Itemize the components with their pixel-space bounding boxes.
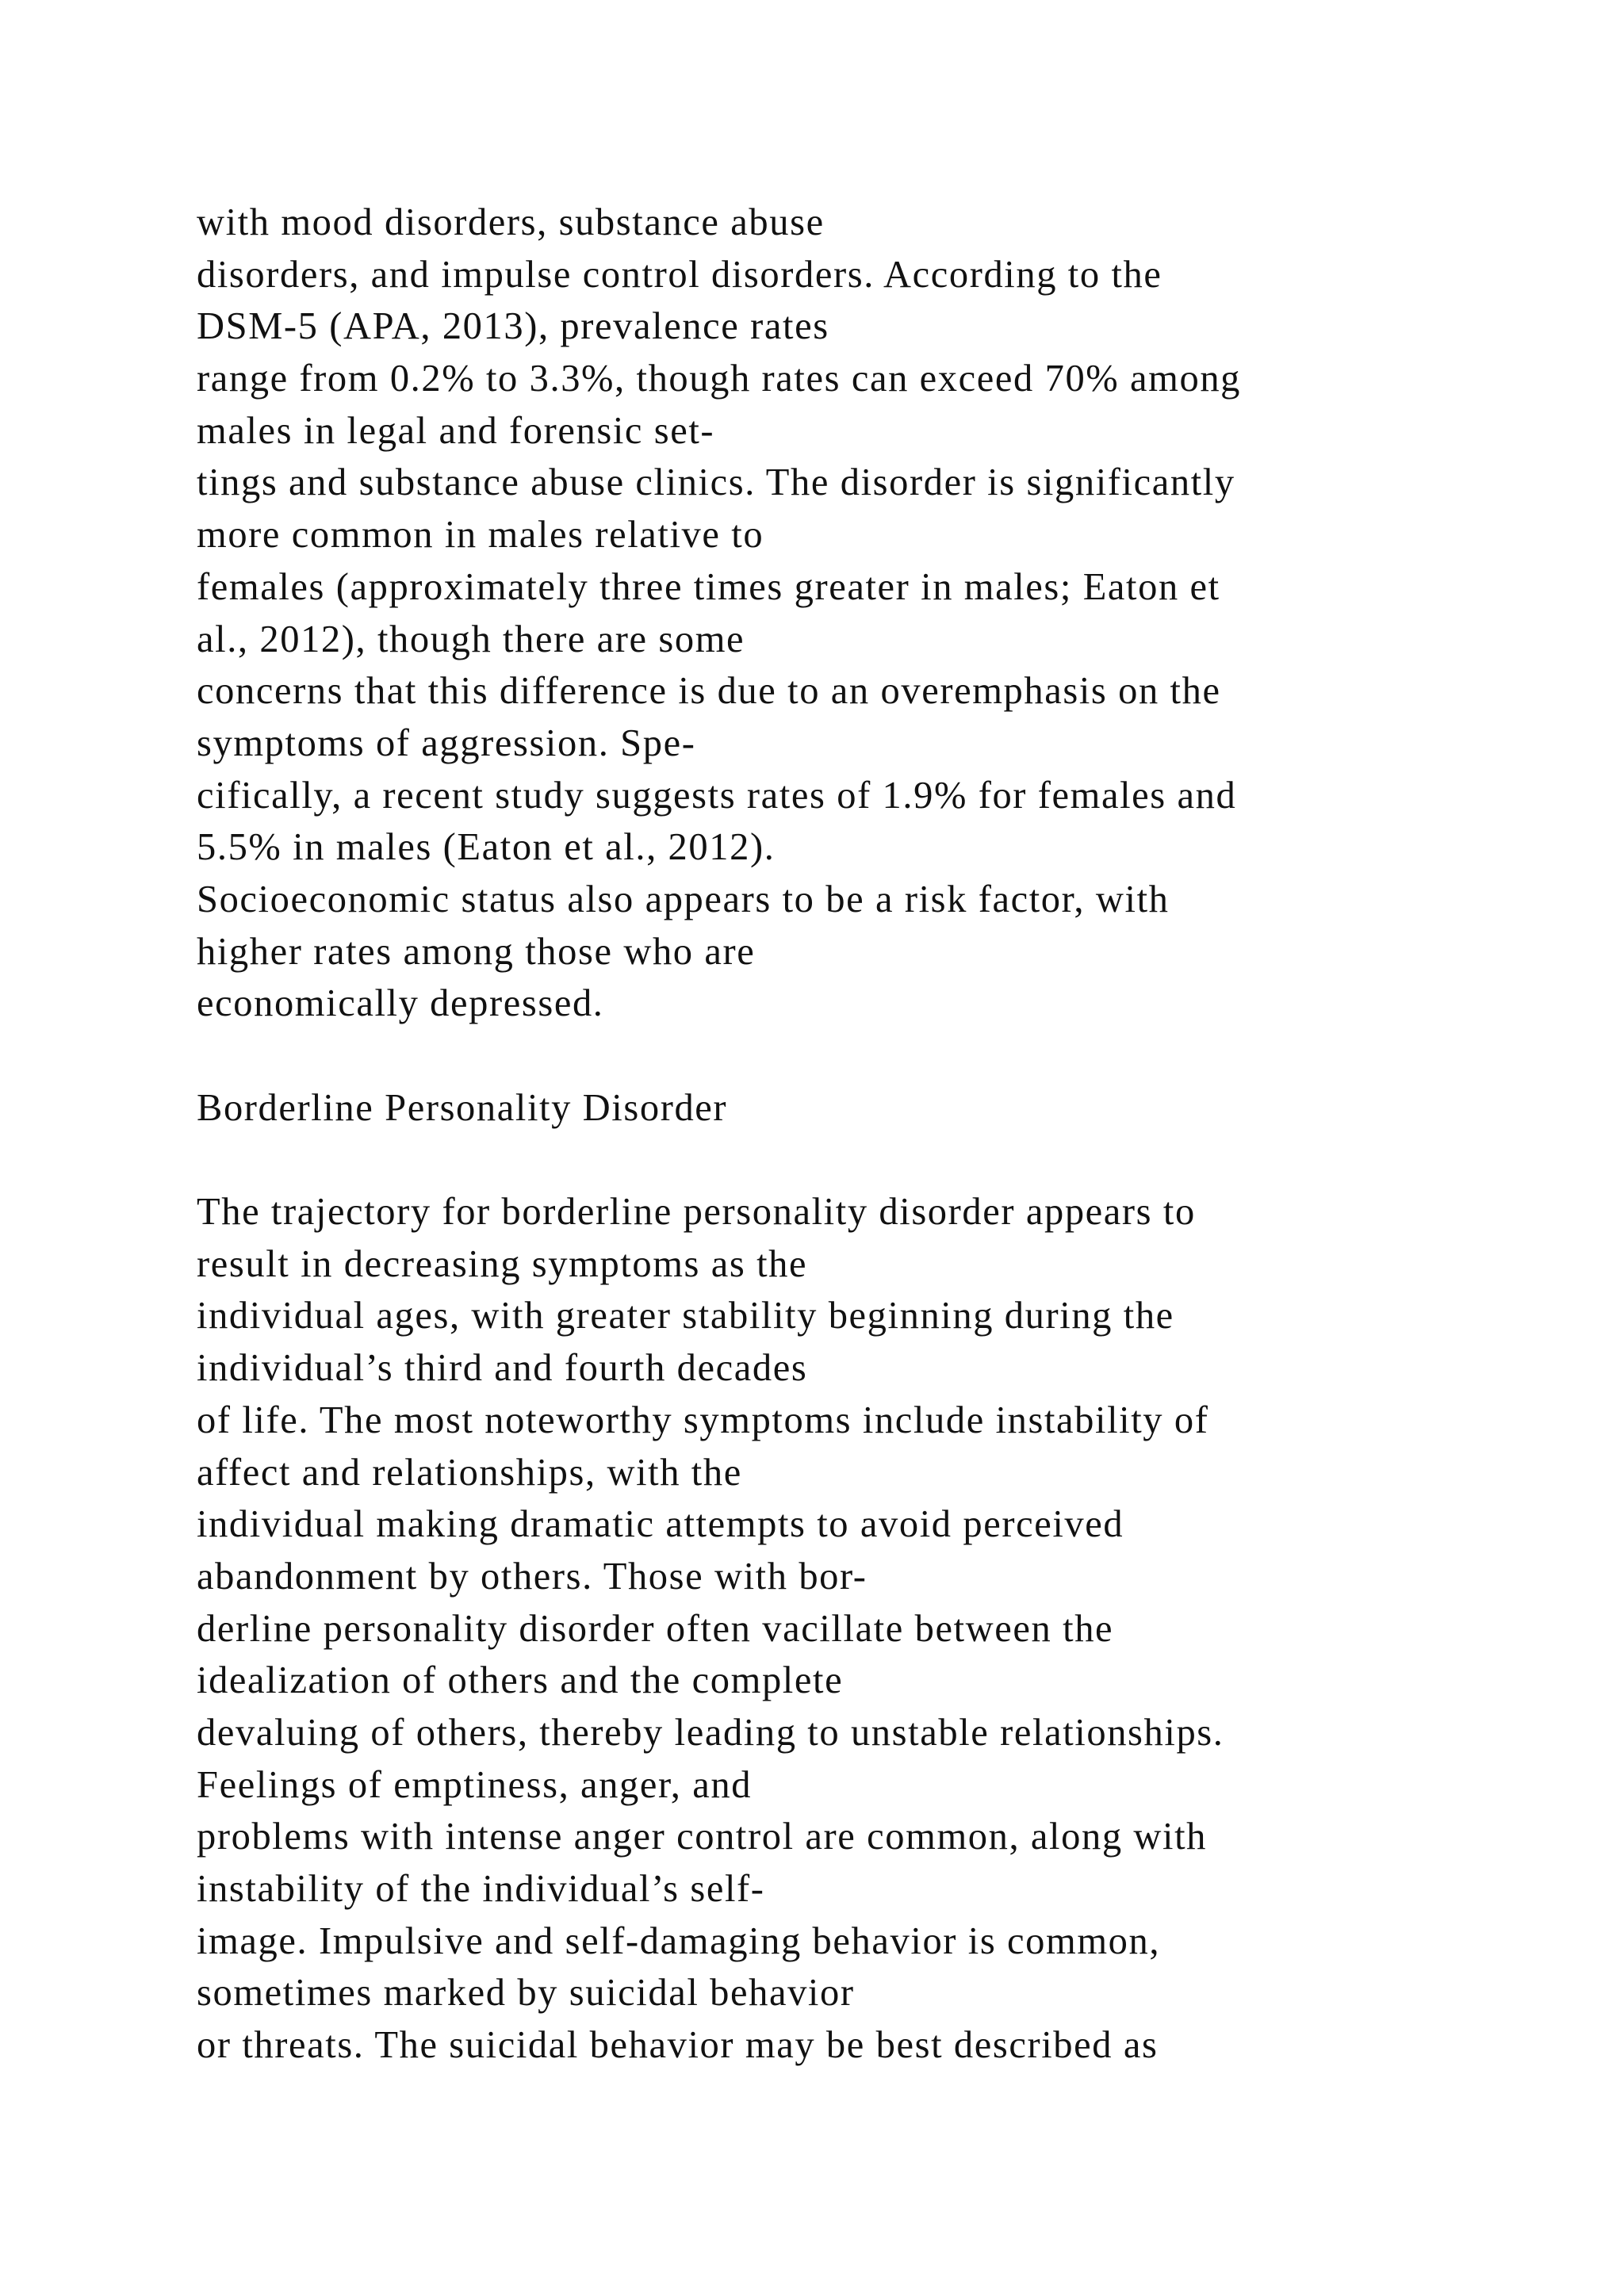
text-line: derline personality disorder often vacillate between the [197,1607,1114,1650]
text-line: abandonment by others. Those with bor- [197,1555,868,1598]
text-line: The trajectory for borderline personality disorder appears to [197,1191,1196,1234]
section-heading: Borderline Personality Disorder [197,1086,728,1129]
text-line: individual’s third and fourth decades [197,1347,808,1390]
text-line: or threats. The suicidal behavior may be best described as [197,2024,1159,2067]
text-line: range from 0.2% to 3.3%, though rates can exceed 70% among [197,358,1242,400]
text-line: sometimes marked by suicidal behavior [197,1972,855,2015]
text-line: cifically, a recent study suggests rates of 1.9% for females and [197,774,1237,817]
text-line: individual making dramatic attempts to avoid perceived [197,1503,1124,1546]
paragraph-borderline [197,1186,1481,2072]
text-line: more common in males relative to [197,514,764,557]
text-line: image. Impulsive and self-damaging behavior is common, [197,1919,1161,1962]
text-line: concerns that this difference is due to an overemphasis on the [197,670,1221,713]
text-line: females (approximately three times greater in males; Eaton et [197,565,1220,608]
text-line: individual ages, with greater stability beginning during the [197,1295,1174,1337]
text-line: devaluing of others, thereby leading to unstable relationships. [197,1711,1224,1754]
text-line: idealization of others and the complete [197,1659,844,1702]
blank-line [197,1134,1481,1186]
document-body [197,197,1481,2072]
text-line: problems with intense anger control are common, along with [197,1816,1208,1858]
text-line: higher rates among those who are [197,930,756,973]
text-line: result in decreasing symptoms as the [197,1242,808,1285]
text-line: economically depressed. [197,982,604,1025]
text-line: al., 2012), though there are some [197,618,745,660]
text-line: DSM-5 (APA, 2013), prevalence rates [197,305,829,348]
text-line: Feelings of emptiness, anger, and [197,1763,753,1806]
paragraph-prevalence [197,197,1481,1030]
text-line: tings and substance abuse clinics. The disorder is significantly [197,461,1235,504]
blank-line [197,1030,1481,1082]
text-line: Socioeconomic status also appears to be a risk factor, with [197,878,1170,920]
text-line: of life. The most noteworthy symptoms include instability of [197,1399,1209,1441]
text-line: instability of the individual’s self- [197,1868,765,1910]
text-line: with mood disorders, substance abuse [197,201,825,243]
text-line: affect and relationships, with the [197,1451,742,1494]
text-line: symptoms of aggression. Spe- [197,721,696,764]
text-line: males in legal and forensic set- [197,409,715,452]
text-line: 5.5% in males (Eaton et al., 2012). [197,826,776,869]
text-line: disorders, and impulse control disorders. According to the [197,253,1162,296]
